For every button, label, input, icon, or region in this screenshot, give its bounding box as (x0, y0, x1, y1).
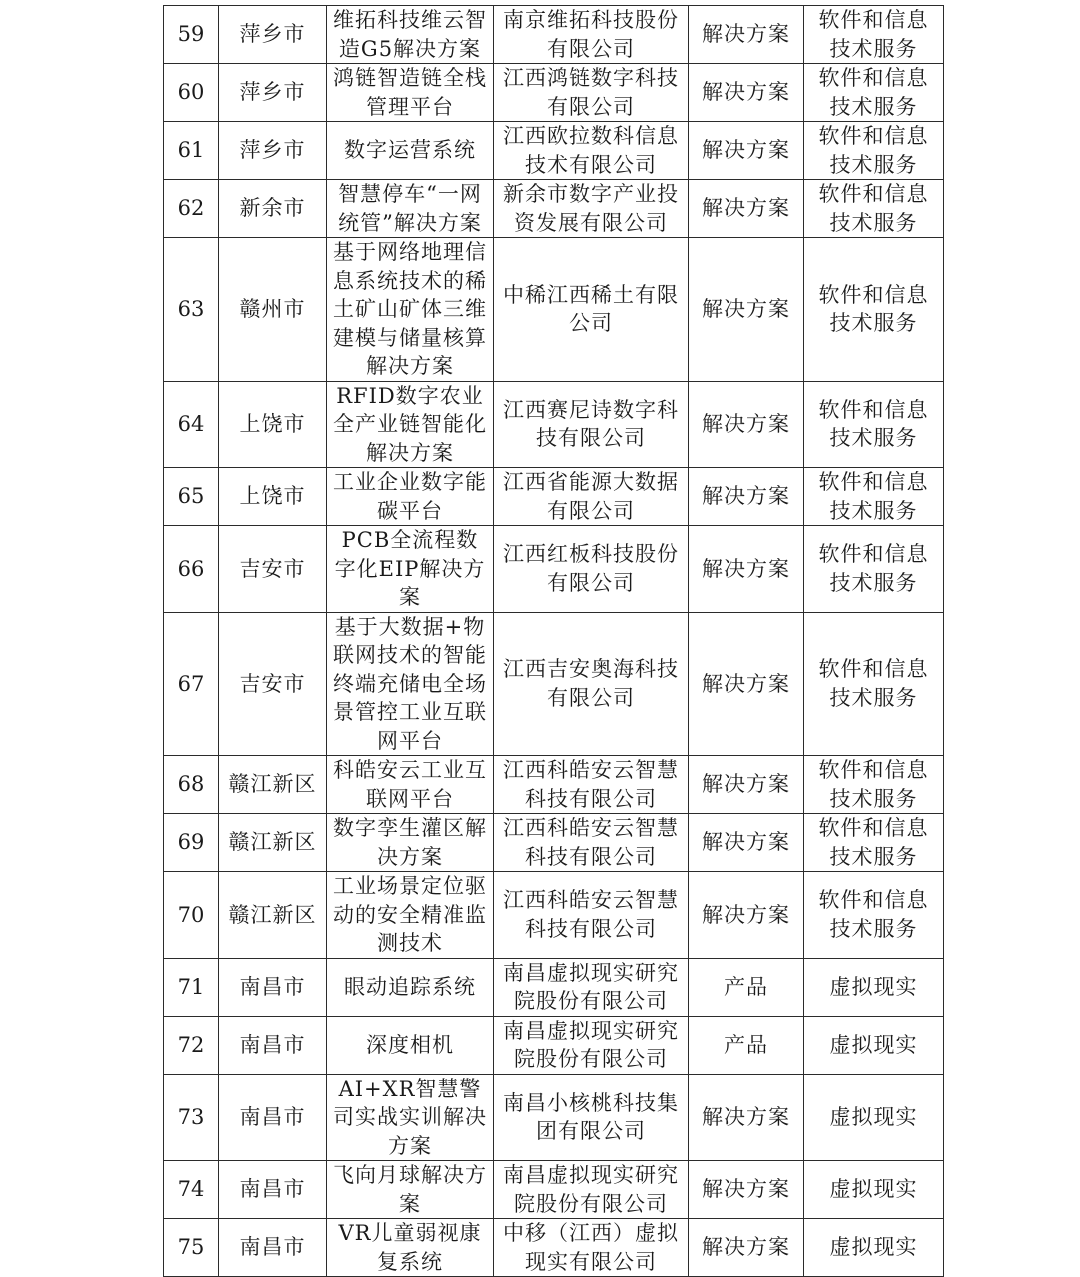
row-number: 74 (164, 1161, 219, 1219)
row-category: 解决方案 (689, 1074, 804, 1161)
row-number: 69 (164, 814, 219, 872)
row-company: 江西红板科技股份有限公司 (494, 526, 689, 613)
row-project-name: 维拓科技维云智造G5解决方案 (327, 6, 494, 64)
row-company: 江西省能源大数据有限公司 (494, 468, 689, 526)
row-city: 吉安市 (219, 526, 327, 613)
row-company: 江西赛尼诗数字科技有限公司 (494, 381, 689, 468)
row-city: 南昌市 (219, 1161, 327, 1219)
row-project-name: 工业场景定位驱动的安全精准监测技术 (327, 872, 494, 959)
row-category: 解决方案 (689, 526, 804, 613)
row-company: 中移（江西）虚拟现实有限公司 (494, 1219, 689, 1277)
table-row (164, 64, 944, 122)
table-row (164, 612, 944, 756)
table-row (164, 526, 944, 613)
row-number: 60 (164, 64, 219, 122)
row-project-name: 基于大数据+物联网技术的智能终端充储电全场景管控工业互联网平台 (327, 612, 494, 756)
row-city: 赣州市 (219, 238, 327, 382)
row-field: 软件和信息技术服务 (804, 526, 944, 613)
row-company: 江西鸿链数字科技有限公司 (494, 64, 689, 122)
row-project-name: 眼动追踪系统 (327, 958, 494, 1016)
row-project-name: 数字运营系统 (327, 122, 494, 180)
table-row (164, 814, 944, 872)
row-number: 65 (164, 468, 219, 526)
row-company: 江西科皓安云智慧科技有限公司 (494, 872, 689, 959)
row-number: 64 (164, 381, 219, 468)
row-category: 解决方案 (689, 180, 804, 238)
row-city: 赣江新区 (219, 814, 327, 872)
table-row (164, 1219, 944, 1277)
table-row (164, 872, 944, 959)
table-row (164, 180, 944, 238)
row-project-name: 基于网络地理信息系统技术的稀土矿山矿体三维建模与储量核算解决方案 (327, 238, 494, 382)
row-project-name: 工业企业数字能碳平台 (327, 468, 494, 526)
table-row (164, 1074, 944, 1161)
row-field: 虚拟现实 (804, 1074, 944, 1161)
row-project-name: 深度相机 (327, 1016, 494, 1074)
row-field: 虚拟现实 (804, 1161, 944, 1219)
row-category: 解决方案 (689, 814, 804, 872)
row-category: 解决方案 (689, 756, 804, 814)
table-row (164, 122, 944, 180)
row-project-name: 鸿链智造链全栈管理平台 (327, 64, 494, 122)
row-company: 南昌小核桃科技集团有限公司 (494, 1074, 689, 1161)
row-company: 南京维拓科技股份有限公司 (494, 6, 689, 64)
table-body (164, 6, 944, 1277)
row-company: 南昌虚拟现实研究院股份有限公司 (494, 1016, 689, 1074)
row-city: 赣江新区 (219, 756, 327, 814)
row-city: 吉安市 (219, 612, 327, 756)
row-category: 解决方案 (689, 1161, 804, 1219)
row-project-name: RFID数字农业全产业链智能化解决方案 (327, 381, 494, 468)
row-field: 软件和信息技术服务 (804, 872, 944, 959)
row-field: 软件和信息技术服务 (804, 468, 944, 526)
row-city: 南昌市 (219, 1074, 327, 1161)
row-number: 75 (164, 1219, 219, 1277)
row-field: 软件和信息技术服务 (804, 612, 944, 756)
row-company: 江西欧拉数科信息技术有限公司 (494, 122, 689, 180)
table-row (164, 238, 944, 382)
row-city: 上饶市 (219, 381, 327, 468)
row-field: 软件和信息技术服务 (804, 6, 944, 64)
row-number: 68 (164, 756, 219, 814)
results-table (163, 5, 944, 1277)
row-city: 新余市 (219, 180, 327, 238)
row-field: 虚拟现实 (804, 1219, 944, 1277)
row-number: 70 (164, 872, 219, 959)
row-field: 软件和信息技术服务 (804, 381, 944, 468)
row-field: 虚拟现实 (804, 1016, 944, 1074)
table-row (164, 756, 944, 814)
row-number: 73 (164, 1074, 219, 1161)
row-company: 江西科皓安云智慧科技有限公司 (494, 814, 689, 872)
row-company: 中稀江西稀土有限公司 (494, 238, 689, 382)
row-project-name: PCB全流程数字化EIP解决方案 (327, 526, 494, 613)
row-project-name: 科皓安云工业互联网平台 (327, 756, 494, 814)
row-number: 67 (164, 612, 219, 756)
row-category: 产品 (689, 1016, 804, 1074)
row-company: 南昌虚拟现实研究院股份有限公司 (494, 958, 689, 1016)
row-category: 解决方案 (689, 381, 804, 468)
row-project-name: 智慧停车“一网统管”解决方案 (327, 180, 494, 238)
row-number: 66 (164, 526, 219, 613)
row-number: 72 (164, 1016, 219, 1074)
row-number: 62 (164, 180, 219, 238)
row-city: 南昌市 (219, 958, 327, 1016)
row-number: 59 (164, 6, 219, 64)
row-company: 南昌虚拟现实研究院股份有限公司 (494, 1161, 689, 1219)
row-category: 解决方案 (689, 122, 804, 180)
row-number: 61 (164, 122, 219, 180)
row-project-name: VR儿童弱视康复系统 (327, 1219, 494, 1277)
row-company: 江西科皓安云智慧科技有限公司 (494, 756, 689, 814)
row-company: 新余市数字产业投资发展有限公司 (494, 180, 689, 238)
row-city: 上饶市 (219, 468, 327, 526)
row-city: 萍乡市 (219, 6, 327, 64)
row-category: 解决方案 (689, 238, 804, 382)
row-project-name: 数字孪生灌区解决方案 (327, 814, 494, 872)
row-city: 南昌市 (219, 1016, 327, 1074)
row-field: 软件和信息技术服务 (804, 814, 944, 872)
row-category: 解决方案 (689, 64, 804, 122)
row-field: 软件和信息技术服务 (804, 180, 944, 238)
row-number: 63 (164, 238, 219, 382)
table-row (164, 468, 944, 526)
row-category: 解决方案 (689, 872, 804, 959)
table-row (164, 1161, 944, 1219)
row-field: 虚拟现实 (804, 958, 944, 1016)
row-company: 江西吉安奥海科技有限公司 (494, 612, 689, 756)
row-project-name: AI+XR智慧警司实战实训解决方案 (327, 1074, 494, 1161)
row-field: 软件和信息技术服务 (804, 238, 944, 382)
table-row (164, 381, 944, 468)
row-field: 软件和信息技术服务 (804, 122, 944, 180)
table-row (164, 1016, 944, 1074)
row-field: 软件和信息技术服务 (804, 64, 944, 122)
table-row (164, 6, 944, 64)
row-city: 萍乡市 (219, 64, 327, 122)
row-project-name: 飞向月球解决方案 (327, 1161, 494, 1219)
row-city: 南昌市 (219, 1219, 327, 1277)
table-row (164, 958, 944, 1016)
row-category: 解决方案 (689, 6, 804, 64)
row-field: 软件和信息技术服务 (804, 756, 944, 814)
row-city: 萍乡市 (219, 122, 327, 180)
row-category: 解决方案 (689, 468, 804, 526)
row-category: 解决方案 (689, 612, 804, 756)
row-number: 71 (164, 958, 219, 1016)
row-category: 解决方案 (689, 1219, 804, 1277)
row-city: 赣江新区 (219, 872, 327, 959)
row-category: 产品 (689, 958, 804, 1016)
